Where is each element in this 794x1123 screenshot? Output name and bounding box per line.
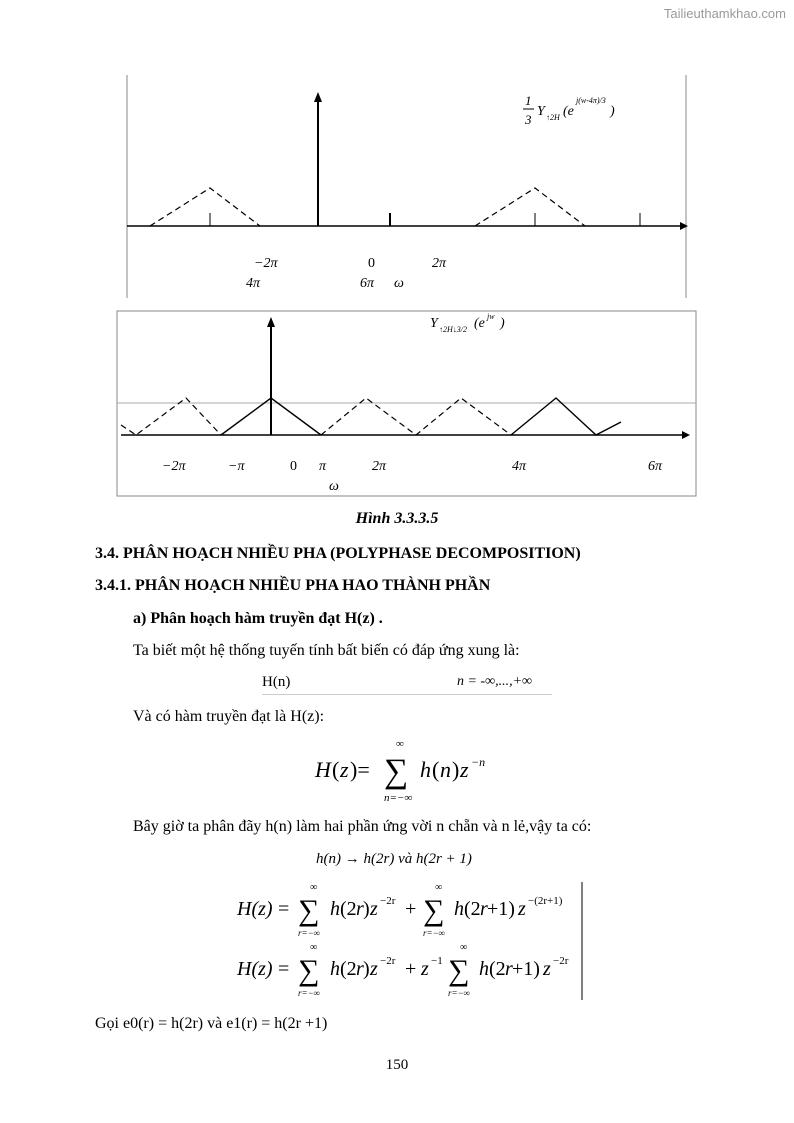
svg-text:H(z): H(z) (237, 958, 273, 980)
svg-text:z: z (370, 898, 378, 920)
svg-text:4π: 4π (246, 276, 261, 291)
svg-text:6π: 6π (360, 276, 375, 291)
paragraph-split: Bây giờ ta phân đãy h(n) làm hai phần ứng vời n chẵn và n lẻ,vậy ta có: (133, 818, 592, 835)
svg-text:): ) (500, 316, 505, 331)
svg-text:h: h (454, 898, 464, 920)
svg-text:h: h (330, 958, 340, 980)
svg-text:↑2H↓3/2: ↑2H↓3/2 (439, 325, 467, 334)
svg-text:Y: Y (430, 316, 438, 331)
svg-text:+1): +1) (487, 898, 515, 920)
svg-text:0: 0 (368, 256, 375, 271)
svg-text:+1): +1) (512, 958, 540, 980)
svg-text:r: r (505, 958, 513, 980)
svg-text:r=−∞: r=−∞ (298, 988, 321, 998)
svg-text:−π: −π (228, 459, 245, 474)
svg-text:): ) (452, 757, 460, 782)
svg-text:+: + (405, 898, 417, 920)
subsubsection-heading: a) Phân hoạch hàm truyền đạt H(z) . (133, 610, 383, 627)
svg-text:∑: ∑ (448, 954, 470, 987)
impulse-left: H(n) (262, 674, 291, 690)
equation-main (310, 735, 500, 805)
svg-text:ω: ω (394, 276, 404, 291)
svg-text:z: z (370, 958, 378, 980)
svg-text:−(2r+1): −(2r+1) (528, 895, 563, 907)
svg-text:r=−∞: r=−∞ (448, 988, 471, 998)
svg-text:↑2H: ↑2H (546, 113, 560, 122)
impulse-response-line (262, 674, 552, 695)
subsection-heading: 3.4.1. PHÂN HOẠCH NHIỀU PHA HAO THÀNH PHẦN (95, 577, 491, 594)
svg-text:(: ( (332, 757, 340, 782)
paragraph-impulse: Ta biết một hệ thống tuyến tính bất biến có đáp ứng xung là: (133, 642, 520, 659)
svg-text:jw: jw (487, 312, 495, 321)
page-number: 150 (385, 1057, 409, 1073)
svg-text:h: h (330, 898, 340, 920)
svg-text:∞: ∞ (435, 882, 443, 893)
svg-text:r=−∞: r=−∞ (423, 928, 446, 938)
split-relation: h(n) → h(2r) và h(2r + 1) (316, 851, 472, 867)
svg-text:r: r (480, 898, 488, 920)
svg-text:∑: ∑ (298, 954, 320, 987)
svg-text:∞: ∞ (396, 738, 404, 750)
svg-text:∑: ∑ (384, 753, 409, 790)
svg-text:): ) (610, 104, 615, 119)
svg-text:h: h (420, 757, 431, 782)
figure-caption: Hình 3.3.3.5 (355, 510, 439, 527)
svg-text:2π: 2π (432, 256, 447, 271)
svg-text:−2r: −2r (553, 955, 569, 967)
svg-text:h: h (479, 958, 489, 980)
svg-text:Y: Y (537, 104, 545, 119)
section-heading: 3.4. PHÂN HOẠCH NHIỀU PHA (POLYPHASE DECOMPOSITION) (95, 545, 581, 562)
svg-text:z: z (340, 757, 349, 782)
svg-text:2π: 2π (372, 459, 387, 474)
svg-text:(e: (e (563, 104, 574, 119)
svg-text:H: H (315, 757, 331, 782)
svg-text:6π: 6π (648, 459, 663, 474)
svg-text:∞: ∞ (310, 942, 318, 953)
svg-text:0: 0 (290, 459, 297, 474)
svg-text:∑: ∑ (298, 894, 320, 927)
svg-text:z: z (460, 757, 469, 782)
watermark: Tailieuthamkhao.com (663, 6, 786, 21)
svg-text:r: r (356, 898, 364, 920)
svg-text:(: ( (432, 757, 440, 782)
svg-text:z: z (518, 898, 526, 920)
svg-text:(e: (e (474, 316, 485, 331)
equation-polyphase (232, 880, 587, 1002)
svg-text:−2π: −2π (254, 256, 278, 271)
svg-text:∞: ∞ (460, 942, 468, 953)
svg-text:H(z): H(z) (237, 898, 273, 920)
svg-text:=: = (278, 958, 290, 980)
svg-text:ω: ω (329, 479, 339, 494)
svg-text:π: π (319, 459, 327, 474)
svg-text:∞: ∞ (310, 882, 318, 893)
top-spectrum-plot (120, 70, 700, 302)
svg-text:4π: 4π (512, 459, 527, 474)
svg-text:(2: (2 (340, 898, 357, 920)
paragraph-definition: Gọi e0(r) = h(2r) và e1(r) = h(2r +1) (95, 1015, 328, 1032)
top-plot-label: 1 (525, 93, 532, 108)
svg-text:): ) (363, 958, 370, 980)
svg-text:n: n (440, 757, 451, 782)
svg-text:r: r (356, 958, 364, 980)
svg-text:(2: (2 (464, 898, 481, 920)
svg-text:−1: −1 (431, 955, 443, 967)
svg-text:−2π: −2π (162, 459, 186, 474)
svg-text:−n: −n (471, 755, 486, 769)
svg-text:−2r: −2r (380, 955, 396, 967)
svg-text:=: = (278, 898, 290, 920)
svg-text:)=: )= (350, 757, 370, 782)
svg-text:+: + (405, 958, 417, 980)
svg-text:r=−∞: r=−∞ (298, 928, 321, 938)
svg-text:): ) (363, 898, 370, 920)
svg-text:(2: (2 (489, 958, 506, 980)
svg-text:(2: (2 (340, 958, 357, 980)
svg-text:∑: ∑ (423, 894, 445, 927)
bottom-spectrum-plot (116, 310, 698, 498)
svg-text:z: z (543, 958, 551, 980)
svg-text:3: 3 (525, 112, 532, 127)
svg-text:j(w-4π)/3: j(w-4π)/3 (576, 96, 606, 105)
paragraph-transfer: Và có hàm truyền đạt là H(z): (133, 708, 325, 725)
impulse-range: n = -∞,...,+∞ (457, 674, 533, 689)
svg-text:−2r: −2r (380, 895, 396, 907)
svg-text:n=−∞: n=−∞ (384, 792, 413, 804)
svg-text:z: z (421, 958, 429, 980)
